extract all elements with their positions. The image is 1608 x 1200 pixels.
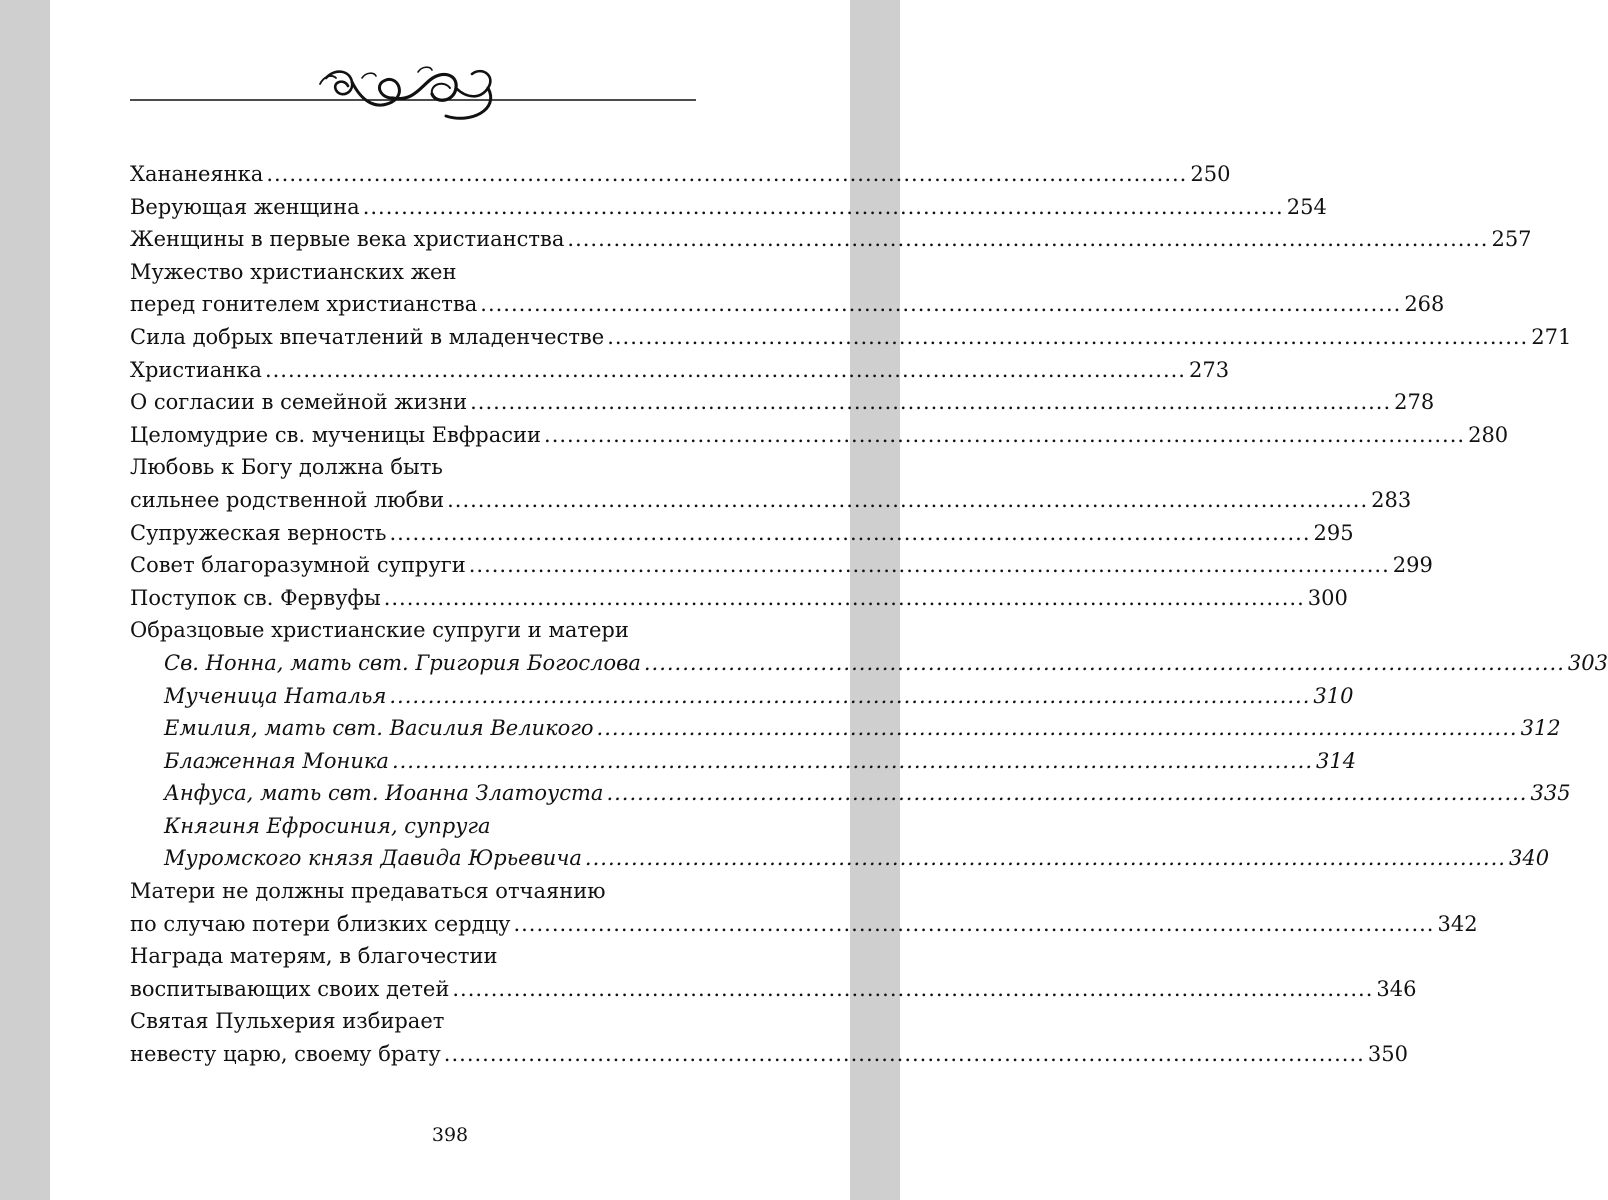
toc-entry-title: Мученица Наталья bbox=[164, 683, 387, 708]
toc-entry-title-line2: сильнее родственной любви bbox=[130, 487, 445, 512]
toc-entry bbox=[130, 875, 1478, 940]
toc-entry-title-line1: Награда матерям, в благочестии bbox=[130, 944, 498, 969]
dot-leader: ........................................................................................................................ bbox=[607, 324, 1529, 349]
toc-entry-page: 335 bbox=[1530, 781, 1571, 806]
toc-entry-title-line1: Мужество христианских жен bbox=[130, 259, 457, 284]
toc-entry-page: 350 bbox=[1367, 1042, 1408, 1067]
dot-leader: ........................................................................................................................ bbox=[544, 422, 1466, 447]
scan-margin-left bbox=[0, 0, 50, 1200]
toc-entry-page: 314 bbox=[1316, 748, 1357, 773]
dot-leader: ........................................................................................................................ bbox=[513, 911, 1435, 936]
decorative-flourish-icon bbox=[130, 58, 696, 128]
toc-entry-page: 283 bbox=[1371, 487, 1412, 512]
toc-entry-title: Христианка bbox=[130, 357, 262, 382]
toc-entry-title: Емилия, мать свт. Василия Великого bbox=[164, 716, 594, 741]
toc-entry-title: Поступок св. Фервуфы bbox=[130, 585, 381, 610]
toc-entry-page: 342 bbox=[1437, 911, 1478, 936]
toc-entry bbox=[130, 191, 1327, 224]
dot-leader: ........................................................................................................................ bbox=[266, 162, 1188, 186]
toc-entry-title: Верующая женщина bbox=[130, 194, 360, 219]
toc-entry-page: 300 bbox=[1307, 585, 1348, 610]
toc-entry-title: Целомудрие св. мученицы Евфрасии bbox=[130, 422, 542, 447]
toc-entry-page: 299 bbox=[1392, 553, 1433, 578]
toc-entry-title-line1: Княгиня Ефросиния, супруга bbox=[164, 813, 491, 838]
dot-leader: ........................................................................................................................ bbox=[567, 227, 1489, 252]
dot-leader: ........................................................................................................................ bbox=[389, 683, 1311, 708]
dot-leader: ........................................................................................................................ bbox=[447, 487, 1369, 512]
toc-entry-title: Совет благоразумной супруги bbox=[130, 553, 466, 578]
table-of-contents bbox=[130, 158, 1608, 1071]
dot-leader: ........................................................................................................................ bbox=[606, 781, 1528, 806]
toc-entry-title: О согласии в семейной жизни bbox=[130, 390, 468, 415]
dot-leader: ........................................................................................................................ bbox=[391, 748, 1313, 773]
dot-leader: ........................................................................................................................ bbox=[596, 716, 1518, 741]
toc-entry-page: 250 bbox=[1190, 162, 1231, 186]
dot-leader: ........................................................................................................................ bbox=[468, 553, 1390, 578]
toc-entry-title-line2: по случаю потери близких сердцу bbox=[130, 911, 511, 936]
dot-leader: ........................................................................................................................ bbox=[264, 357, 1186, 382]
toc-entry-title-line2: Муромского князя Давида Юрьевича bbox=[164, 846, 582, 871]
toc-entry bbox=[130, 549, 1433, 582]
toc-entry-page: 312 bbox=[1520, 716, 1561, 741]
dot-leader: ........................................................................................................................ bbox=[480, 292, 1402, 317]
toc-entry bbox=[130, 386, 1435, 419]
toc-entry bbox=[130, 419, 1509, 452]
toc-subentry bbox=[130, 680, 1354, 713]
toc-entry-page: 278 bbox=[1394, 390, 1435, 415]
toc-entry-title: Анфуса, мать свт. Иоанна Златоуста bbox=[164, 781, 604, 806]
toc-entry-page: 310 bbox=[1313, 683, 1354, 708]
dot-leader: ........................................................................................................................ bbox=[584, 846, 1506, 871]
toc-entry-page: 280 bbox=[1468, 422, 1509, 447]
toc-entry-title-line1: Матери не должны предаваться отчаянию bbox=[130, 879, 606, 904]
dot-leader: ........................................................................................................................ bbox=[383, 585, 1305, 610]
toc-subentry bbox=[130, 647, 1608, 680]
toc-entry-page: 254 bbox=[1286, 194, 1327, 219]
toc-entry-page: 340 bbox=[1508, 846, 1550, 871]
toc-entry-page: 273 bbox=[1188, 357, 1230, 382]
toc-subentry bbox=[130, 810, 1550, 875]
toc-entry-title-line2: невесту царю, своему брату bbox=[130, 1042, 441, 1067]
dot-leader: ........................................................................................................................ bbox=[452, 976, 1374, 1001]
toc-entry bbox=[130, 223, 1532, 256]
toc-entry-title-line1: Святая Пульхерия избирает bbox=[130, 1009, 445, 1034]
toc-entry-title: Сила добрых впечатлений в младенчестве bbox=[130, 324, 605, 349]
toc-entry bbox=[130, 321, 1572, 354]
toc-entry-title-line2: воспитывающих своих детей bbox=[130, 976, 450, 1001]
toc-entry bbox=[130, 158, 1231, 191]
toc-entry bbox=[130, 451, 1412, 516]
dot-leader: ........................................................................................................................ bbox=[643, 650, 1565, 675]
toc-subentry bbox=[130, 777, 1571, 810]
toc-entry-page: 303 bbox=[1567, 650, 1608, 675]
dot-leader: ........................................................................................................................ bbox=[389, 520, 1311, 545]
toc-subentry bbox=[130, 745, 1357, 778]
toc-entry bbox=[130, 256, 1445, 321]
toc-entry bbox=[130, 582, 1348, 615]
dot-leader: ........................................................................................................................ bbox=[362, 194, 1284, 219]
toc-entry-title: Блаженная Моника bbox=[164, 748, 389, 773]
toc-entry bbox=[130, 940, 1417, 1005]
toc-entry bbox=[130, 354, 1230, 387]
dot-leader: ........................................................................................................................ bbox=[470, 390, 1392, 415]
page-number: 398 bbox=[431, 1124, 469, 1146]
toc-entry bbox=[130, 517, 1354, 550]
toc-subentry bbox=[130, 712, 1561, 745]
toc-entry-title-line1: Любовь к Богу должна быть bbox=[130, 455, 443, 480]
toc-section-title: Образцовые христианские супруги и матери bbox=[130, 618, 629, 643]
toc-entry-page: 346 bbox=[1376, 976, 1417, 1001]
toc-entry-title-line2: перед гонителем христианства bbox=[130, 292, 478, 317]
toc-entry bbox=[130, 1005, 1408, 1070]
toc-entry-page: 295 bbox=[1313, 520, 1354, 545]
toc-entry-title: Св. Нонна, мать свт. Григория Богослова bbox=[164, 650, 641, 675]
toc-entry-page: 271 bbox=[1531, 324, 1572, 349]
toc-entry-page: 257 bbox=[1491, 227, 1532, 252]
toc-entry-page: 268 bbox=[1404, 292, 1445, 317]
toc-section-heading bbox=[130, 614, 690, 647]
toc-entry-title: Женщины в первые века христианства bbox=[130, 227, 565, 252]
toc-entry-title: Супружеская верность bbox=[130, 520, 387, 545]
dot-leader: ........................................................................................................................ bbox=[443, 1042, 1365, 1067]
toc-entry-title: Хананеянка bbox=[130, 162, 264, 186]
